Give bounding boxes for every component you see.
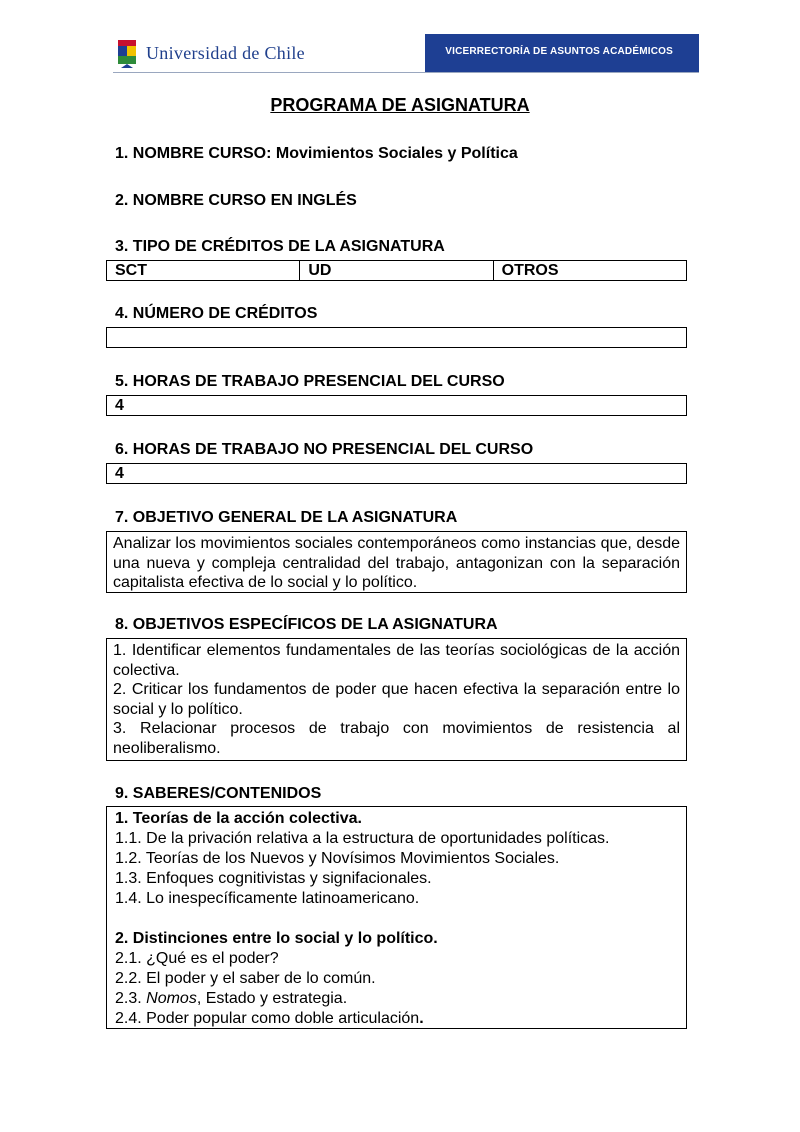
content-item: 1.2. Teorías de los Nuevos y Novísimos Movimientos Sociales. (115, 850, 560, 867)
presential-hours-box: 4 (106, 395, 687, 416)
content-item: 2.2. El poder y el saber de lo común. (115, 970, 376, 987)
header-band (425, 34, 699, 72)
general-objective-box (106, 531, 687, 593)
content-item-text: 2.4. Poder popular como doble articulación (115, 1010, 420, 1027)
unit-2-title: 2. Distinciones entre lo social y lo político. (115, 930, 438, 947)
specific-objective-item: 3. Relacionar procesos de trabajo con movimientos de resistencia al neoliberalismo. (113, 720, 680, 757)
content-item: 1.1. De la privación relativa a la estructura de oportunidades políticas. (115, 830, 610, 847)
content-item (115, 1009, 678, 1029)
general-objective-text: Analizar los movimientos sociales contemporáneos como instancias que, desde una nueva y compleja centralidad del trabajo, antagonizan con la separación capitalista efectiva de lo social y lo político. (113, 535, 680, 591)
credits-number-box (106, 327, 687, 348)
specific-objective-item: 2. Criticar los fundamentos de poder que hacen efectiva la separación entre lo social y lo político. (113, 681, 680, 718)
contents-box (106, 806, 687, 1029)
credit-type-table (106, 260, 687, 281)
section-6-heading: 6. HORAS DE TRABAJO NO PRESENCIAL DEL CURSO (115, 441, 534, 458)
credit-type-sct: SCT (107, 261, 300, 280)
content-item-period: . (419, 1010, 424, 1027)
section-3-heading: 3. TIPO DE CRÉDITOS DE LA ASIGNATURA (115, 238, 445, 255)
section-7-heading: 7. OBJETIVO GENERAL DE LA ASIGNATURA (115, 509, 458, 526)
section-5-heading: 5. HORAS DE TRABAJO PRESENCIAL DEL CURSO (115, 373, 505, 390)
credit-type-ud: UD (300, 261, 493, 280)
section-1-heading: 1. NOMBRE CURSO: Movimientos Sociales y Política (115, 145, 518, 162)
content-item-rest: , Estado y estrategia. (196, 990, 348, 1007)
content-item: 2.1. ¿Qué es el poder? (115, 950, 279, 967)
section-9-heading: 9. SABERES/CONTENIDOS (115, 785, 322, 802)
spacer (115, 909, 678, 929)
content-item (115, 989, 678, 1009)
document-header (113, 34, 699, 73)
specific-objective-item: 1. Identificar elementos fundamentales de las teorías sociológicas de la acción colectiva. (113, 642, 680, 679)
university-name: Universidad de Chile (146, 43, 305, 63)
section-8-heading: 8. OBJETIVOS ESPECÍFICOS DE LA ASIGNATURA (115, 616, 498, 633)
university-logo (113, 34, 425, 72)
section-4-heading: 4. NÚMERO DE CRÉDITOS (115, 305, 318, 322)
content-item: 1.3. Enfoques cognitivistas y signifacionales. (115, 870, 432, 887)
specific-objectives-box (106, 638, 687, 761)
credit-type-otros: OTROS (501, 262, 559, 279)
content-item-italic: Nomos (146, 990, 197, 1007)
university-crest-icon (117, 38, 137, 68)
page-title: PROGRAMA DE ASIGNATURA (270, 95, 530, 115)
unit-1-title: 1. Teorías de la acción colectiva. (115, 810, 362, 827)
office-name: VICERRECTORÍA DE ASUNTOS ACADÉMICOS (445, 46, 673, 57)
non-presential-hours-box: 4 (106, 463, 687, 484)
content-item-prefix: 2.3. (115, 990, 147, 1007)
content-item: 1.4. Lo inespecíficamente latinoamericano. (115, 890, 420, 907)
section-2-heading: 2. NOMBRE CURSO EN INGLÉS (115, 192, 357, 209)
